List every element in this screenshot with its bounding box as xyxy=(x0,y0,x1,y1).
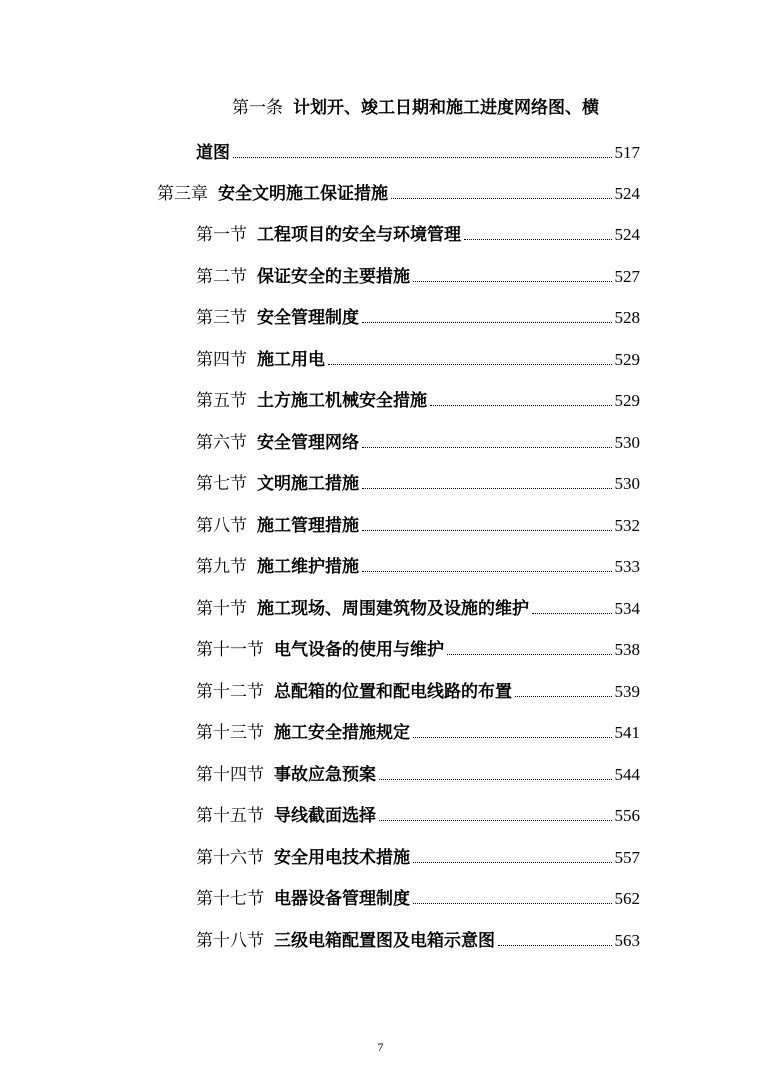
toc-section-label: 第十六节 xyxy=(196,847,264,868)
toc-page-number: 562 xyxy=(614,889,640,908)
toc-page-number: 539 xyxy=(614,681,640,701)
toc-section-entry xyxy=(196,225,640,245)
toc-section-title: 工程项目的安全与环境管理 xyxy=(257,225,461,245)
dot-leader xyxy=(413,903,612,904)
toc-section-entry xyxy=(196,765,640,785)
toc-section-title: 文明施工措施 xyxy=(257,474,359,494)
toc-section-title: 施工现场、周围建筑物及设施的维护 xyxy=(257,598,529,619)
toc-entry-first-line2 xyxy=(196,143,640,163)
toc-section-title: 安全管理网络 xyxy=(257,432,359,453)
toc-section-label: 第二节 xyxy=(196,266,247,287)
dot-leader xyxy=(362,530,612,531)
toc-section-label: 第一节 xyxy=(196,225,247,245)
toc-section-entry xyxy=(196,931,640,951)
toc-section-entry xyxy=(196,848,640,868)
toc-section-entry xyxy=(196,889,640,909)
toc-section-label: 第三节 xyxy=(196,308,247,328)
toc-entry-label: 第一条 xyxy=(232,98,283,118)
toc-page-number: 544 xyxy=(614,764,640,784)
toc-section-title: 安全用电技术措施 xyxy=(274,847,410,868)
dot-leader xyxy=(515,696,612,697)
toc-chapter-label: 第三章 xyxy=(157,184,208,204)
dot-leader xyxy=(362,488,612,489)
toc-page-number: 563 xyxy=(614,930,640,950)
toc-section-title: 施工安全措施规定 xyxy=(274,723,410,743)
toc-section-entry xyxy=(196,267,640,287)
toc-section-label: 第八节 xyxy=(196,515,247,536)
toc-page-number: 530 xyxy=(614,432,640,452)
dot-leader xyxy=(362,447,612,448)
toc-section-entry xyxy=(196,682,640,702)
toc-page-number: 517 xyxy=(614,143,640,162)
toc-section-entry xyxy=(196,516,640,536)
toc-page-number: 556 xyxy=(614,806,640,825)
toc-section-entry xyxy=(196,723,640,743)
toc-section-entry xyxy=(196,474,640,494)
toc-section-label: 第十节 xyxy=(196,598,247,619)
toc-section-title: 三级电箱配置图及电箱示意图 xyxy=(274,930,495,951)
toc-entry-title: 计划开、竣工日期和施工进度网络图、横 xyxy=(293,98,599,118)
toc-section-entry xyxy=(196,640,640,660)
toc-page-number: 538 xyxy=(614,640,640,659)
toc-section-title: 土方施工机械安全措施 xyxy=(257,391,427,411)
toc-section-title: 保证安全的主要措施 xyxy=(257,266,410,287)
toc-section-label: 第七节 xyxy=(196,474,247,494)
toc-page-number: 557 xyxy=(614,847,640,867)
toc-entry-title-continued: 道图 xyxy=(196,143,230,163)
dot-leader xyxy=(413,281,612,282)
toc-page-number: 541 xyxy=(614,723,640,742)
toc-section-title: 电气设备的使用与维护 xyxy=(274,640,444,660)
toc-section-label: 第十四节 xyxy=(196,764,264,785)
toc-section-label: 第六节 xyxy=(196,432,247,453)
toc-section-entry xyxy=(196,350,640,370)
toc-page-number: 533 xyxy=(614,557,640,576)
toc-section-label: 第九节 xyxy=(196,557,247,577)
toc-page-number: 528 xyxy=(614,308,640,327)
toc-section-title: 总配箱的位置和配电线路的布置 xyxy=(274,681,512,702)
toc-section-label: 第四节 xyxy=(196,349,247,370)
toc-section-title: 事故应急预案 xyxy=(274,764,376,785)
toc-page-number: 524 xyxy=(614,184,640,203)
toc-section-label: 第十五节 xyxy=(196,806,264,826)
toc-section-title: 电器设备管理制度 xyxy=(274,889,410,909)
page-footer-number: 7 xyxy=(377,1040,384,1054)
toc-section-label: 第十三节 xyxy=(196,723,264,743)
dot-leader xyxy=(413,862,612,863)
toc-section-title: 安全管理制度 xyxy=(257,308,359,328)
toc-section-label: 第五节 xyxy=(196,391,247,411)
dot-leader xyxy=(362,571,612,572)
toc-section-entry xyxy=(196,433,640,453)
toc-section-label: 第十七节 xyxy=(196,889,264,909)
toc-section-entry xyxy=(196,599,640,619)
toc-section-title: 施工用电 xyxy=(257,349,325,370)
dot-leader xyxy=(379,820,612,821)
toc-page-number: 534 xyxy=(614,598,640,618)
dot-leader xyxy=(328,364,612,365)
toc-page-number: 524 xyxy=(614,225,640,244)
toc-page-number: 529 xyxy=(614,349,640,369)
dot-leader xyxy=(379,779,612,780)
dot-leader xyxy=(233,157,612,158)
toc-section-title: 施工维护措施 xyxy=(257,557,359,577)
toc-section-label: 第十二节 xyxy=(196,681,264,702)
toc-section-entry xyxy=(196,391,640,411)
toc-section-entry xyxy=(196,557,640,577)
toc-section-title: 导线截面选择 xyxy=(274,806,376,826)
toc-page-number: 532 xyxy=(614,515,640,535)
dot-leader xyxy=(391,198,612,199)
dot-leader xyxy=(413,737,612,738)
toc-chapter-title: 安全文明施工保证措施 xyxy=(218,184,388,204)
toc-entry-first-line1 xyxy=(232,98,599,118)
toc-section-title: 施工管理措施 xyxy=(257,515,359,536)
toc-page-number: 529 xyxy=(614,391,640,410)
dot-leader xyxy=(430,405,612,406)
toc-page-number: 527 xyxy=(614,266,640,286)
toc-page-number: 530 xyxy=(614,474,640,493)
toc-section-entry xyxy=(196,308,640,328)
dot-leader xyxy=(447,654,612,655)
dot-leader xyxy=(362,322,612,323)
dot-leader xyxy=(464,239,612,240)
dot-leader xyxy=(532,613,612,614)
toc-chapter-entry xyxy=(157,184,640,204)
toc-section-entry xyxy=(196,806,640,826)
toc-section-label: 第十八节 xyxy=(196,930,264,951)
dot-leader xyxy=(498,945,612,946)
toc-section-label: 第十一节 xyxy=(196,640,264,660)
